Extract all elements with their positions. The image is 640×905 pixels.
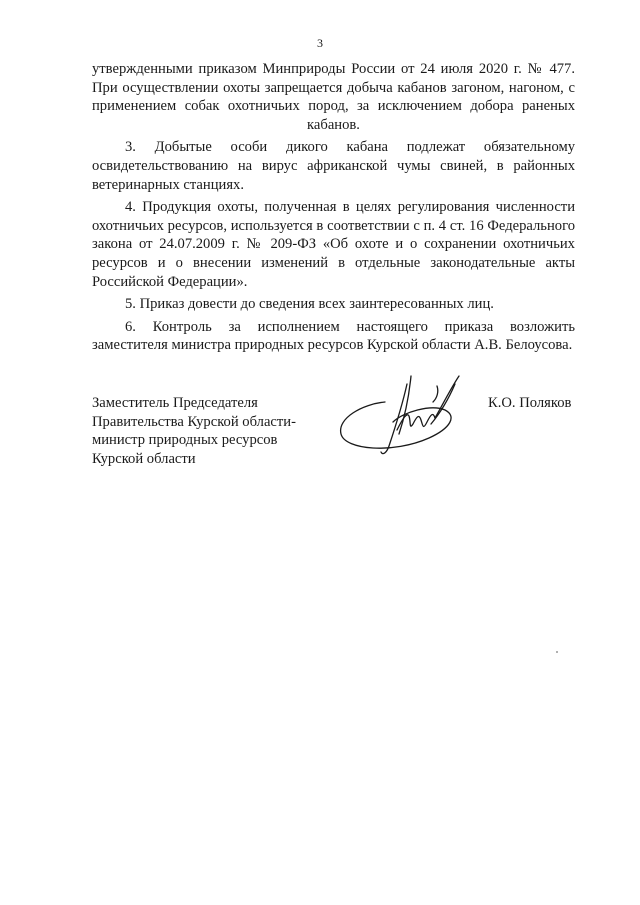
text-line: охотничьих ресурсов, используется в соответствии с п. 4 ст. 16 xyxy=(92,217,484,234)
text-line: кабанов. xyxy=(307,116,360,133)
text-line: А.В. Белоусова. xyxy=(474,337,573,354)
text-line: Федерального закона от 24.07.2009 г. № 209-ФЗ «Об охоте и о сохранении xyxy=(92,217,575,253)
position-line: Правительства Курской области- xyxy=(92,413,296,430)
text-line: с применением собак охотничьих пород, за исключением добора раненых xyxy=(92,79,575,115)
document-body xyxy=(92,60,575,355)
signatory-position xyxy=(92,394,322,468)
page-number: 3 xyxy=(317,36,323,50)
position-line: Курской области xyxy=(92,450,196,467)
text-line: утвержденными приказом Минприроды России от 24 июля 2020 г. № 477. xyxy=(92,61,575,77)
text-line: 5. Приказ довести до сведения всех заинтересованных лиц. xyxy=(125,296,494,313)
text-line: 6. Контроль за исполнением настоящего приказа возложить xyxy=(125,318,575,335)
paragraph-point-4 xyxy=(92,198,575,291)
text-line: охотничьих ресурсов и о внесении изменений в отдельные законодательные xyxy=(92,236,575,271)
handwritten-signature xyxy=(333,372,475,472)
text-line: ветеринарных станциях. xyxy=(92,176,244,193)
signatory-name: К.О. Поляков xyxy=(488,395,572,411)
paragraph-point-6 xyxy=(92,318,575,355)
text-line: освидетельствованию на вирус африканской чумы свиней, в районных xyxy=(92,157,575,174)
text-line: акты Российской Федерации». xyxy=(92,254,576,290)
paragraph-point-3 xyxy=(92,138,575,194)
text-line: 4. Продукция охоты, полученная в целях регулирования численности xyxy=(125,199,575,216)
paragraph-point-5 xyxy=(92,295,575,314)
text-line: При осуществлении охоты запрещается добыча кабанов загоном, нагоном, xyxy=(92,79,564,96)
paragraph-continuation xyxy=(92,60,575,134)
position-line: Заместитель Председателя xyxy=(92,395,258,411)
position-line: министр природных ресурсов xyxy=(92,432,278,449)
scan-artifact xyxy=(556,651,558,653)
text-line: заместителя министра природных ресурсов Курской области xyxy=(92,337,471,354)
text-line: 3. Добытые особи дикого кабана подлежат обязательному xyxy=(125,139,575,156)
